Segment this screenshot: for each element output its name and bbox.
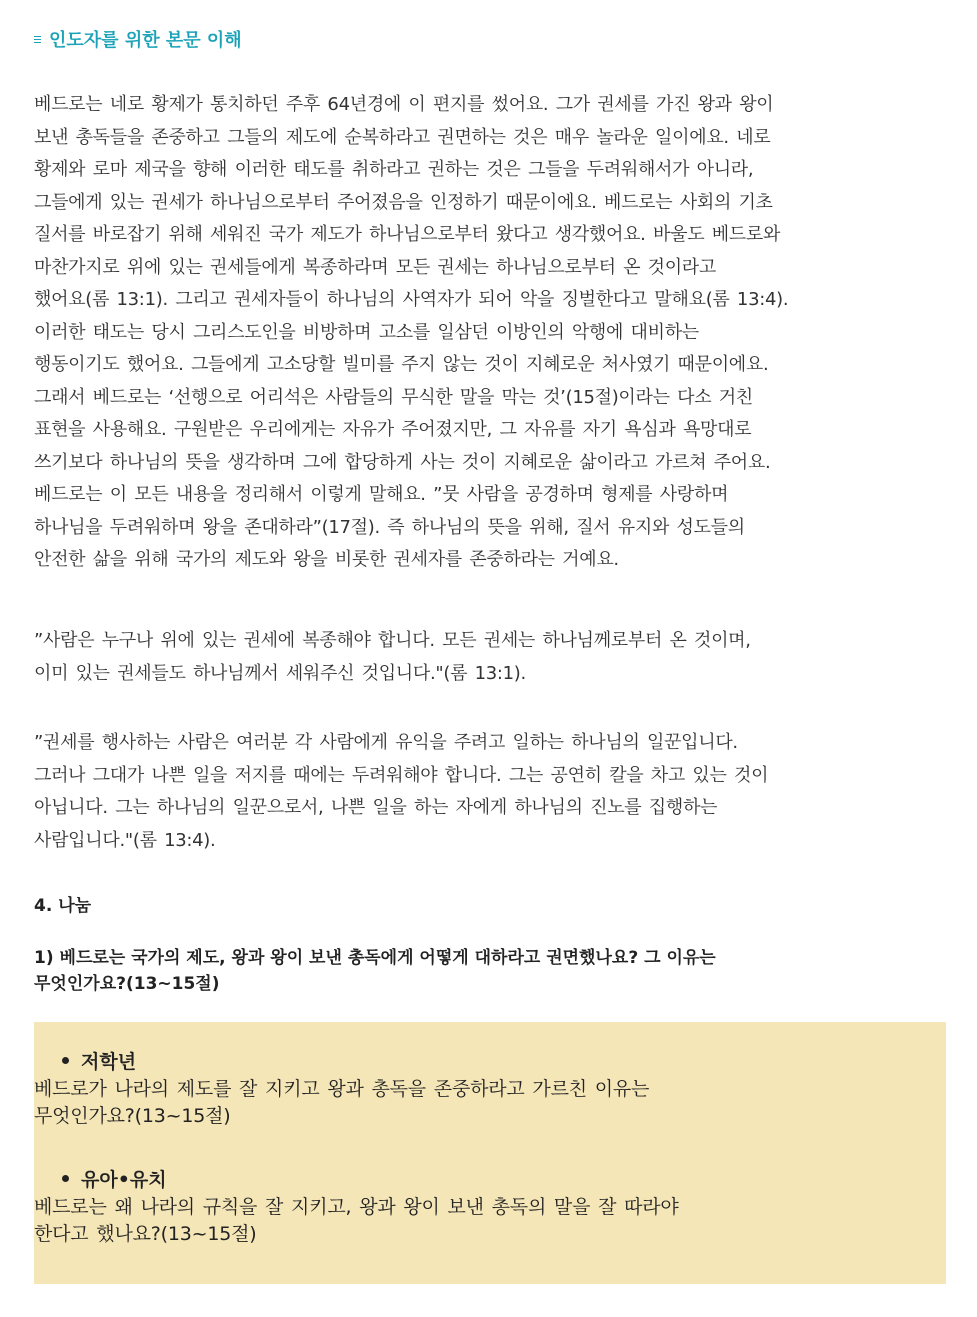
age-group-question [34,1076,934,1130]
paragraph-line: 아닙니다. 그는 하나님의 일꾼으로서, 나쁜 일을 하는 자에게 하나님의 진노를 집행하는 [34,797,718,818]
paragraph-line: 질서를 바로잡기 위해 세워진 국가 제도가 하나님으로부터 왔다고 생각했어요. 바울도 베드로와 [34,224,781,245]
paragraph-line: 이러한 태도는 당시 그리스도인을 비방하며 고소를 일삼던 이방인의 악행에 대비하는 [34,321,699,343]
sharing-heading [34,893,91,919]
section-title-text: 인도자를 위한 본문 이해 [49,30,242,51]
scripture-quote-rom-13-1 [34,625,946,690]
paragraph-line: 표현을 사용해요. 구원받은 우리에게는 자유가 주어졌지만, 그 자유를 자기 욕심과 욕망대로 [34,419,752,440]
age-group-question [34,1194,934,1248]
list-bullet-icon [34,36,41,43]
age-group-label-text: 저학년 [81,1051,137,1073]
paragraph-line: 이미 있는 권세들도 하나님께서 세워주신 것입니다."(롬 13:1). [34,662,526,684]
paragraph-line: 사람입니다."(롬 13:4). [34,829,216,851]
question-line: 한다고 했나요?(13~15절) [34,1223,257,1245]
paragraph-line: 베드로는 이 모든 내용을 정리해서 이렇게 말해요. ”뭇 사람을 공경하며 형제를 사랑하며 [34,484,729,505]
age-group-preschool [34,1166,934,1248]
age-group-label [62,1048,934,1076]
question-line: 무엇인가요?(13~15절) [34,974,220,994]
paragraph-line: 쓰기보다 하나님의 뜻을 생각하며 그에 합당하게 사는 것이 지혜로운 삶이라고 가르쳐 주어요. [34,451,771,473]
paragraph-line: ”권세를 행사하는 사람은 여러분 각 사람에게 유익을 주려고 일하는 하나님의 일꾼입니다. [34,732,738,753]
bullet-icon [62,1175,69,1182]
sharing-question [34,945,716,997]
paragraph-line: ”사람은 누구나 위에 있는 권세에 복종해야 합니다. 모든 권세는 하나님께로부터 온 것이며, [34,630,751,651]
age-group-lower-grades [34,1048,934,1130]
age-group-questions-box [34,1022,946,1284]
paragraph-line: 행동이기도 했어요. 그들에게 고소당할 빌미를 주지 않는 것이 지혜로운 처사였기 때문이에요. [34,354,769,375]
commentary-paragraph [34,89,946,577]
age-group-label-text: 유아•유치 [81,1169,167,1191]
bullet-icon [62,1057,69,1064]
paragraph-line: 그러나 그대가 나쁜 일을 저지를 때에는 두려워해야 합니다. 그는 공연히 칼을 차고 있는 것이 [34,764,769,786]
question-line: 1) 베드로는 국가의 제도, 왕과 왕이 보낸 총독에게 어떻게 대하라고 권면했나요? 그 이유는 [34,948,716,968]
scripture-quote-rom-13-4 [34,727,946,857]
paragraph-line: 그들에게 있는 권세가 하나님으로부터 주어졌음을 인정하기 때문이에요. 베드로는 사회의 기초 [34,191,773,213]
question-line: 베드로가 나라의 제도를 잘 지키고 왕과 총독을 존중하라고 가르친 이유는 [34,1078,650,1100]
paragraph-line: 하나님을 두려워하며 왕을 존대하라”(17절). 즉 하나님의 뜻을 위해, 질서 유지와 성도들의 [34,516,745,538]
paragraph-line: 했어요(롬 13:1). 그리고 권세자들이 하나님의 사역자가 되어 악을 징벌한다고 말해요(롬 13:4). [34,289,789,310]
sharing-heading-text: 4. 나눔 [34,896,92,916]
question-line: 베드로는 왜 나라의 규칙을 잘 지키고, 왕과 왕이 보낸 총독의 말을 잘 따라야 [34,1196,679,1218]
paragraph-line: 황제와 로마 제국을 향해 이러한 태도를 취하라고 권하는 것은 그들을 두려워해서가 아니라, [34,159,754,180]
paragraph-line: 마찬가지로 위에 있는 권세들에게 복종하라며 모든 권세는 하나님으로부터 온 것이라고 [34,256,716,278]
section-title [34,26,242,52]
age-group-label [62,1166,934,1194]
paragraph-line: 베드로는 네로 황제가 통치하던 주후 64년경에 이 편지를 썼어요. 그가 권세를 가진 왕과 왕이 [34,94,774,115]
paragraph-line: 그래서 베드로는 ‘선행으로 어리석은 사람들의 무식한 말을 막는 것’(15절)이라는 다소 거친 [34,386,753,408]
paragraph-line: 보낸 총독들을 존중하고 그들의 제도에 순복하라고 권면하는 것은 매우 놀라운 일이에요. 네로 [34,126,771,148]
question-line: 무엇인가요?(13~15절) [34,1105,231,1127]
paragraph-line: 안전한 삶을 위해 국가의 제도와 왕을 비롯한 권세자를 존중하라는 거예요. [34,549,619,570]
